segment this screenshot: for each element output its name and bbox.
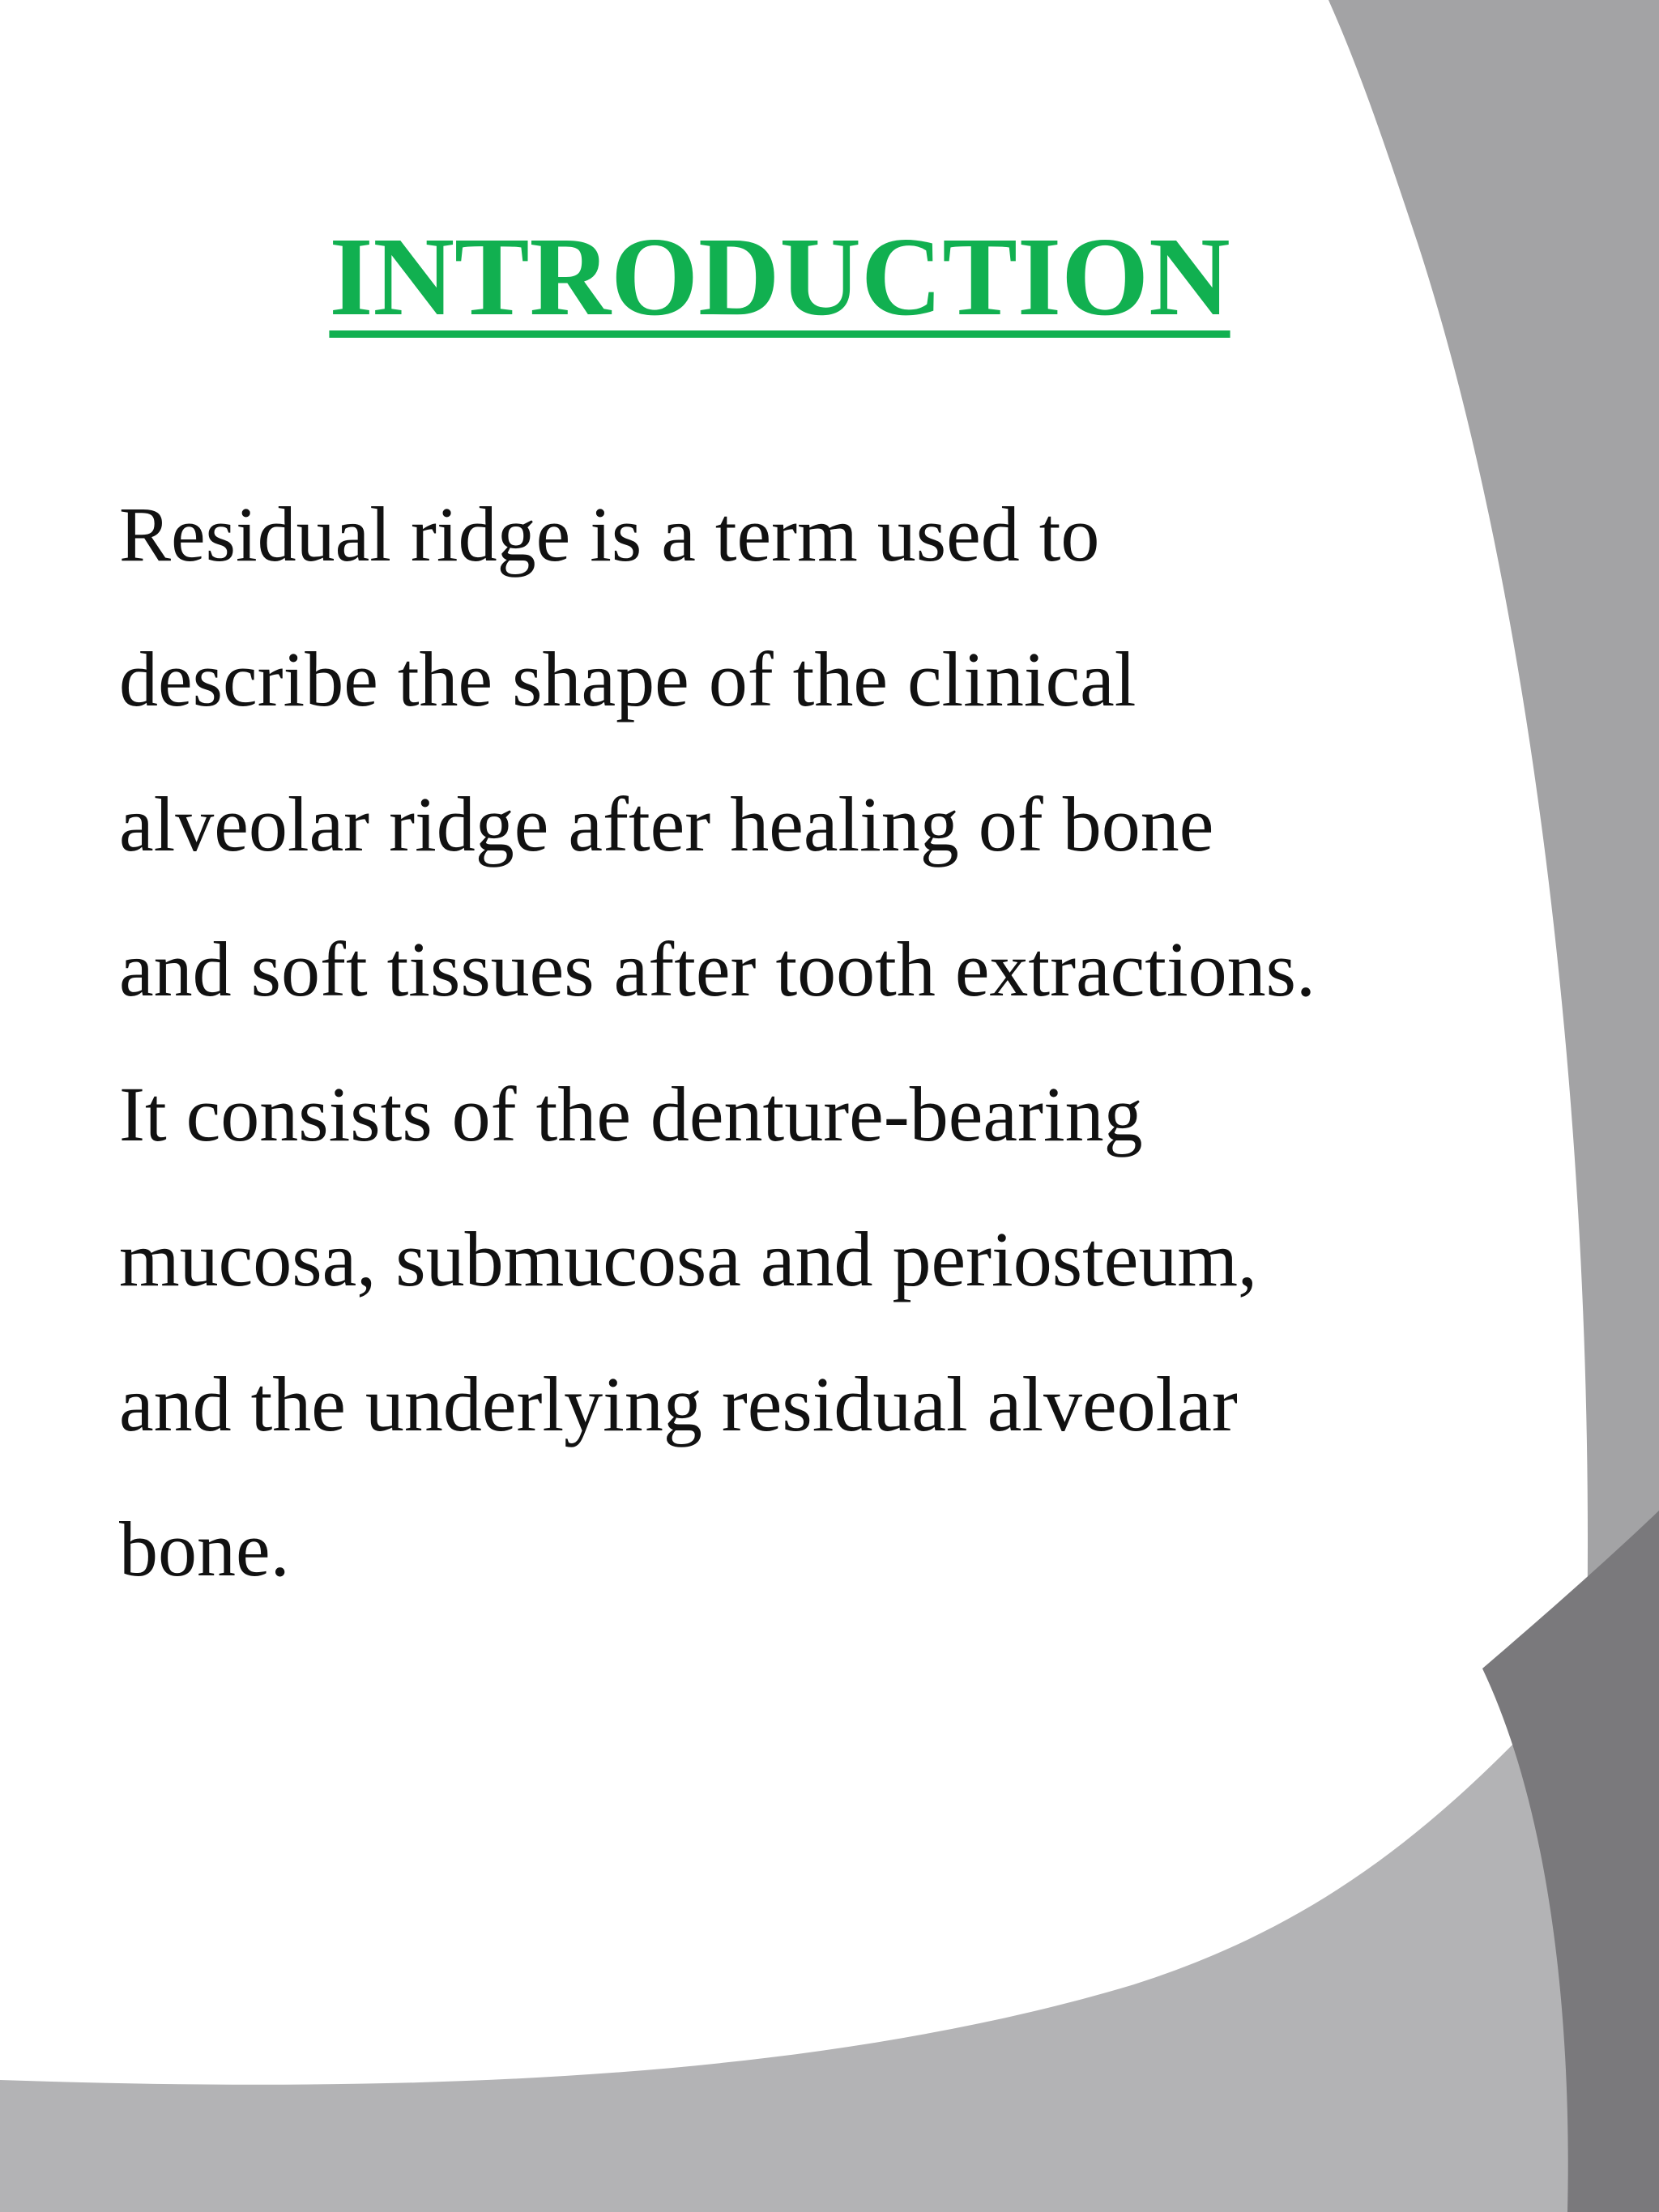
body-line: alveolar ridge after healing of bone [119,781,1214,867]
body-line: Residual ridge is a term used to [119,491,1100,578]
body-line: mucosa, submucosa and periosteum, [119,1216,1258,1302]
body-line: describe the shape of the clinical [119,636,1137,722]
body-line: and soft tissues after tooth extractions. [119,926,1316,1012]
body-line: It consists of the denture-bearing [119,1071,1143,1157]
body-line: bone. [119,1506,290,1592]
bottom-curved-band [0,1579,1659,2212]
body-line: and the underlying residual alveolar [119,1361,1238,1447]
body-paragraph [119,462,1448,1622]
slide-title: INTRODUCTION [329,215,1230,339]
